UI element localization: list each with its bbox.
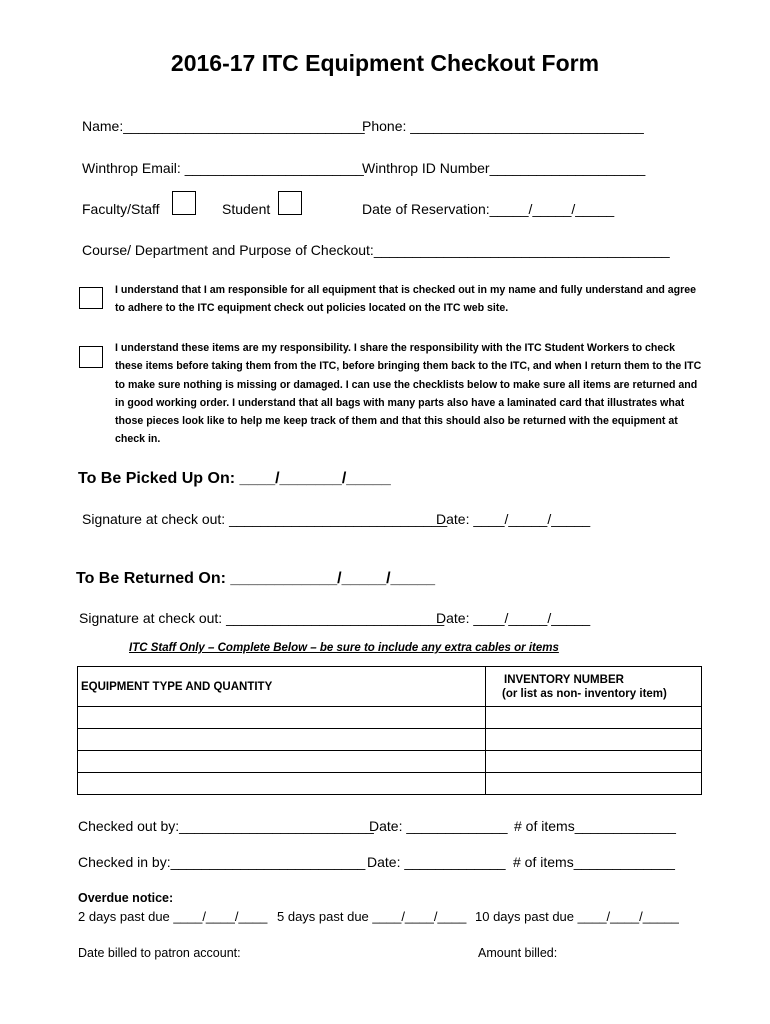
inventory-cell[interactable] <box>486 751 702 773</box>
overdue-2-days-field[interactable]: 2 days past due ____/____/____ <box>78 909 268 924</box>
course-purpose-field[interactable]: Course/ Department and Purpose of Checkout:______________________________________ <box>82 242 670 258</box>
checked-in-items-field[interactable]: # of items_____________ <box>513 854 675 870</box>
student-label: Student <box>222 201 271 217</box>
amount-billed-label[interactable]: Amount billed: <box>478 946 558 960</box>
page-title: 2016-17 ITC Equipment Checkout Form <box>170 50 600 76</box>
inventory-cell[interactable] <box>486 707 702 729</box>
return-signature-date-field[interactable]: Date: ____/_____/_____ <box>436 610 591 626</box>
date-billed-label[interactable]: Date billed to patron account: <box>78 946 241 960</box>
agreement-checkbox-1[interactable] <box>79 287 103 309</box>
table-row <box>78 707 702 729</box>
pickup-signature-field[interactable]: Signature at check out: ____________________________ <box>82 511 448 527</box>
reservation-date-field[interactable]: Date of Reservation:_____/_____/_____ <box>362 201 615 217</box>
checked-out-date-field[interactable]: Date: _____________ <box>369 818 508 834</box>
agreement-text-1: I understand that I am responsible for all equipment that is checked out in my name and fully understand and agree to adhere to the ITC equipment check out policies located on the ITC web site. <box>115 284 697 315</box>
table-header-row <box>78 667 702 707</box>
checked-out-items-field[interactable]: # of items_____________ <box>514 818 676 834</box>
phone-field[interactable]: Phone: ______________________________ <box>362 118 644 134</box>
equipment-type-header: EQUIPMENT TYPE AND QUANTITY <box>78 667 486 707</box>
return-signature-field[interactable]: Signature at check out: ____________________________ <box>79 610 445 626</box>
faculty-staff-checkbox[interactable] <box>172 191 196 215</box>
inventory-number-header-line1: INVENTORY NUMBER <box>504 673 624 686</box>
checked-out-by-field[interactable]: Checked out by:_________________________ <box>78 818 374 834</box>
inventory-cell[interactable] <box>486 773 702 795</box>
inventory-number-header <box>486 667 702 707</box>
checked-in-by-field[interactable]: Checked in by:_________________________ <box>78 854 366 870</box>
table-row <box>78 751 702 773</box>
agreement-checkbox-2[interactable] <box>79 346 103 368</box>
pickup-signature-date-field[interactable]: Date: ____/_____/_____ <box>436 511 591 527</box>
equipment-cell[interactable] <box>78 707 486 729</box>
agreement-text-2: I understand these items are my responsibility. I share the responsibility with the ITC Student Workers to check these items before taking them from the ITC, before bringing them back to the ITC, and when I return them to the ITC to make sure nothing is missing or damaged. I can use the checklists below to make sure all items are returned and in good working order. I understand that all bags with many parts also have a laminated card that illustrates what those pieces look like to help me keep track of them and that this should also be returned with the equipment at check in. <box>115 342 702 446</box>
equipment-table <box>77 666 702 795</box>
pickup-date-field[interactable]: To Be Picked Up On: ____/_______/_____ <box>78 470 391 487</box>
staff-only-note: ITC Staff Only – Complete Below – be sure to include any extra cables or items <box>129 642 559 654</box>
overdue-10-days-field[interactable]: 10 days past due ____/____/_____ <box>475 909 679 924</box>
equipment-cell[interactable] <box>78 729 486 751</box>
overdue-5-days-field[interactable]: 5 days past due ____/____/____ <box>277 909 467 924</box>
faculty-staff-label: Faculty/Staff <box>82 201 160 217</box>
return-date-field[interactable]: To Be Returned On: ____________/_____/_____ <box>76 570 436 587</box>
table-row <box>78 773 702 795</box>
table-row <box>78 729 702 751</box>
name-field[interactable]: Name:_______________________________ <box>82 118 365 134</box>
inventory-number-header-line2: (or list as non- inventory item) <box>502 687 667 700</box>
winthrop-id-field[interactable]: Winthrop ID Number____________________ <box>362 160 646 176</box>
equipment-cell[interactable] <box>78 751 486 773</box>
overdue-heading: Overdue notice: <box>78 891 174 905</box>
inventory-cell[interactable] <box>486 729 702 751</box>
checked-in-date-field[interactable]: Date: _____________ <box>367 854 506 870</box>
equipment-cell[interactable] <box>78 773 486 795</box>
student-checkbox[interactable] <box>278 191 302 215</box>
email-field[interactable]: Winthrop Email: _______________________ <box>82 160 364 176</box>
